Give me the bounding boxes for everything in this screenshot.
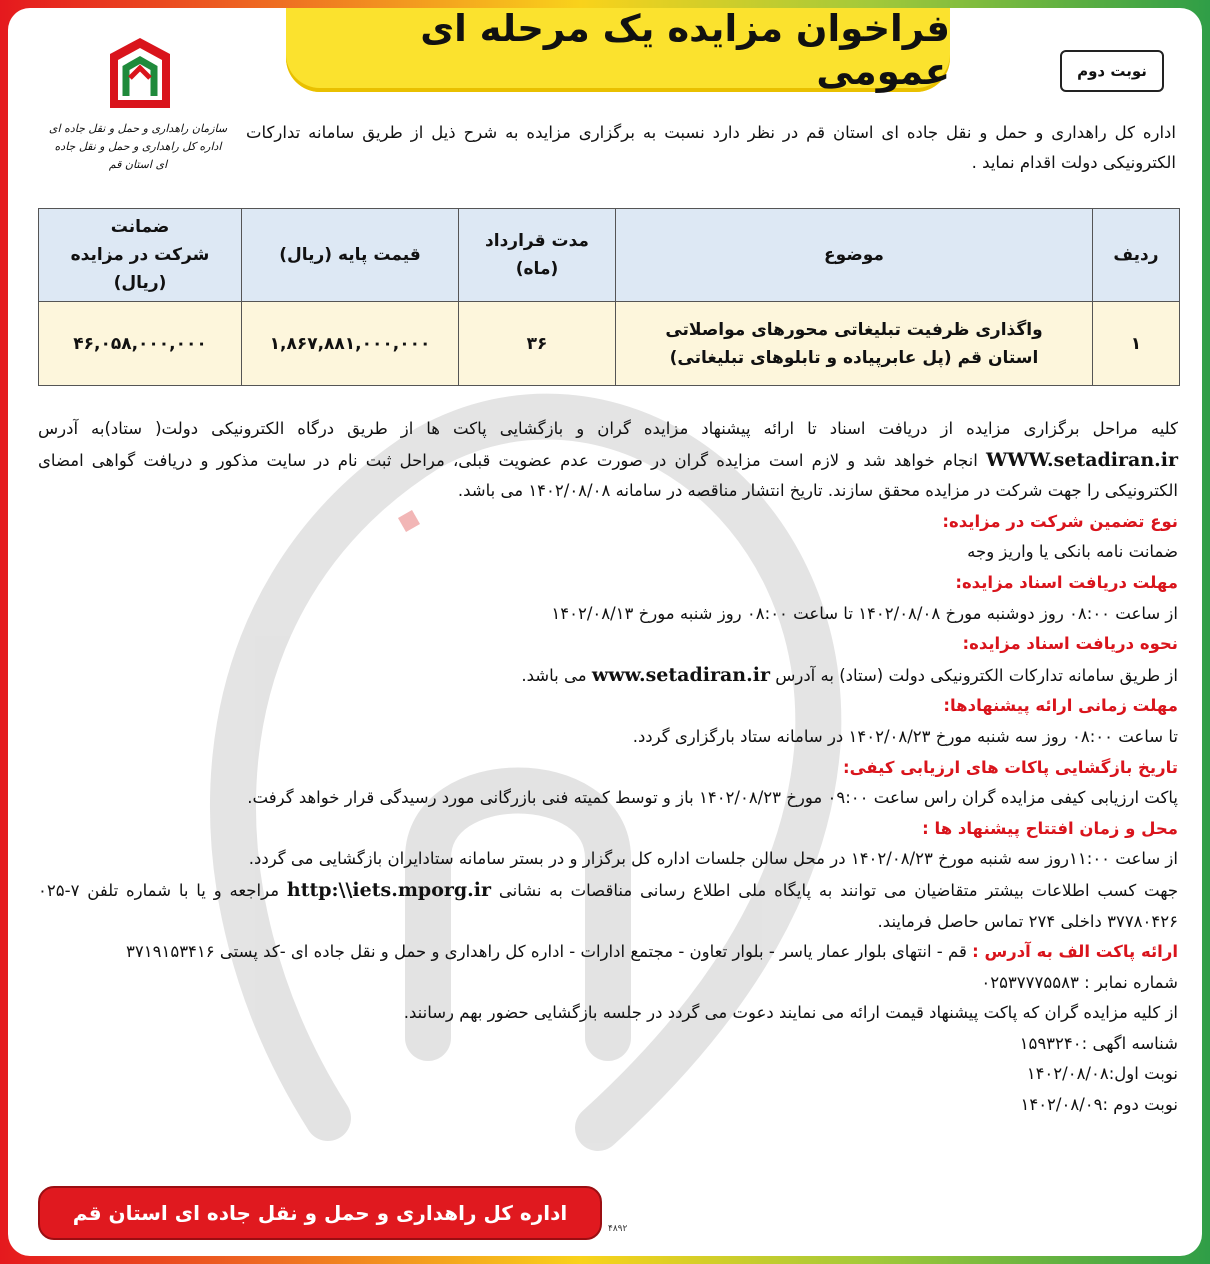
envelope-address-heading: ارائه پاکت الف به آدرس : [972,942,1178,962]
org-caption-line-1: سازمان راهداری و حمل و نقل جاده ای [48,122,228,135]
proposal-deadline-text: تا ساعت ۰۸:۰۰ روز سه شنبه مورخ ۱۴۰۲/۰۸/۲۳ در سامانه ستاد بارگزاری گردد. [632,726,1178,746]
general-terms-text-b: انجام خواهد شد و لازم است مزایده گران در صورت عدم عضویت قبلی، مراحل ثبت نام در سایت مذکور و دریافت گواهی امضای الکترونیکی را جهت شرکت در مزایده محقق سازند. تاریخ انتشار مناقصه در سامانه ۱۴۰۲/۰۸/۰۸ می باشد. [38,450,1178,501]
more-info-text-a: جهت کسب اطلاعات بیشتر متقاضیان می توانند به پایگاه ملی اطلاع رسانی مناقصات به نشانی [498,880,1179,900]
envelope-address-text: قم - انتهای بلوار عمار یاسر - بلوار تعاون - مجتمع ادارات - اداره کل راهداری و حمل و نقل جاده ای -کد پستی ۳۷۱۹۱۵۳۴۱۶ [126,942,967,962]
cell-base-price: ۱,۸۶۷,۸۸۱,۰۰۰,۰۰۰ [242,302,459,386]
org-caption-line-2: اداره کل راهداری و حمل و نقل جاده ای استان قم [54,140,222,171]
iets-link[interactable]: http:\\iets.mporg.ir [286,878,492,901]
documents-method-heading: نحوه دریافت اسناد مزایده: [962,634,1178,654]
documents-method-text-b: می باشد. [521,665,587,685]
documents-method-text [38,660,1178,692]
documents-method-text-a: از طریق سامانه تدارکات الکترونیکی دولت (ستاد) به آدرس [775,665,1178,685]
setadiran-link-2[interactable]: www.setadiran.ir [591,663,770,686]
ad-id: شناسه اگهی :۱۵۹۳۲۴۰ [1019,1033,1178,1053]
documents-deadline-text: از ساعت ۰۸:۰۰ روز دوشنبه مورخ ۱۴۰۲/۰۸/۰۸ تا ساعت ۰۸:۰۰ روز شنبه مورخ ۱۴۰۲/۰۸/۱۳ [551,603,1178,623]
opening-location-heading: محل و زمان افتتاح پیشنهاد ها : [922,818,1178,838]
footer-org-bar [38,1186,602,1240]
table-header-row [39,209,1180,302]
col-duration [459,209,616,302]
ad-code: ۴۸۹۲ [608,1224,628,1234]
page-title: فراخوان مزایده یک مرحله ای عمومی [420,8,950,93]
fax-number: شماره نمابر : ۰۲۵۳۷۷۷۵۵۸۳ [981,972,1178,992]
col-guarantee [39,209,242,302]
cell-duration: ۳۶ [459,302,616,386]
more-info-text-b: مراجعه و یا با شماره تلفن ۷-۰۲۵ ۳۷۷۸۰۴۲۶ داخلی ۲۷۴ تماس حاصل فرمایند. [38,880,1178,931]
cell-subject-line-2: استان قم (پل عابرپیاده و تابلوهای تبلیغاتی) [669,347,1039,368]
footer-org-name: اداره کل راهداری و حمل و نقل جاده ای استان قم [72,1201,568,1225]
more-info-paragraph [38,875,1178,937]
general-terms-text-a: کلیه مراحل برگزاری مزایده از دریافت اسناد تا ارائه پیشنهاد مزایده گران و بازگشایی پاکت ها از طریق درگاه الکترونیکی دولت( ستاد)به آدرس [38,419,1178,438]
quality-opening-text: پاکت ارزیابی کیفی مزایده گران راس ساعت ۰۹:۰۰ مورخ ۱۴۰۲/۰۸/۲۳ باز و توسط کمیته فنی بازرگانی مورد رسیدگی قرار خواهد گرفت. [247,788,1178,808]
second-edition-date: نوبت دوم :۱۴۰۲/۰۸/۰۹ [1020,1095,1178,1115]
org-caption [48,120,228,174]
edition-badge: نوبت دوم [1060,50,1164,92]
cell-row-number: ۱ [1093,302,1180,386]
ad-body [38,414,1178,1121]
col-row-number: ردیف [1093,209,1180,302]
setadiran-link[interactable]: WWW.setadiran.ir [985,448,1178,471]
road-org-logo-icon [104,34,176,110]
col-duration-line-2: (ماه) [515,259,559,279]
cell-subject [616,302,1093,386]
cell-subject-line-1: واگذاری ظرفیت تبلیغاتی محورهای مواصلاتی [665,319,1043,340]
opening-location-text: از ساعت ۱۱:۰۰روز سه شنبه مورخ ۱۴۰۲/۰۸/۲۳ در محل سالن جلسات اداره کل برگزار و در بستر سامانه ستادایران بازگشایی می گردد. [248,849,1178,869]
cell-guarantee: ۴۶,۰۵۸,۰۰۰,۰۰۰ [39,302,242,386]
ad-inner [8,8,1202,1256]
intro-text: اداره کل راهداری و حمل و نقل جاده ای استان قم در نظر دارد نسبت به برگزاری مزایده به شرح ذیل از طریق سامانه تدارکات الکترونیکی دولت اقدام نماید . [246,123,1176,172]
quality-opening-heading: تاریخ بازگشایی پاکات های ارزیابی کیفی: [842,757,1178,777]
guarantee-type-text: ضمانت نامه بانکی یا واریز وجه [967,542,1178,562]
table-row [39,302,1180,386]
proposal-deadline-heading: مهلت زمانی ارائه پیشنهادها: [943,696,1178,716]
col-guarantee-line-2: شرکت در مزایده (ریال) [70,245,210,293]
auction-table [38,208,1180,386]
envelope-address-paragraph [38,937,1178,968]
col-guarantee-line-1: ضمانت [110,217,170,237]
documents-deadline-heading: مهلت دریافت اسناد مزایده: [955,572,1178,592]
first-edition-date: نوبت اول:۱۴۰۲/۰۸/۰۸ [1026,1064,1178,1084]
title-banner [286,8,950,92]
col-duration-line-1: مدت قرارداد [485,231,589,251]
general-terms-paragraph [38,414,1178,507]
invitation-text: از کلیه مزایده گران که پاکت پیشنهاد قیمت ارائه می نمایند دعوت می گردد در جلسه بازگشایی حضور بهم رسانند. [403,1003,1178,1023]
guarantee-type-heading: نوع تضمین شرکت در مزایده: [942,511,1178,531]
col-subject: موضوع [616,209,1093,302]
col-base-price: قیمت پایه (ریال) [242,209,459,302]
